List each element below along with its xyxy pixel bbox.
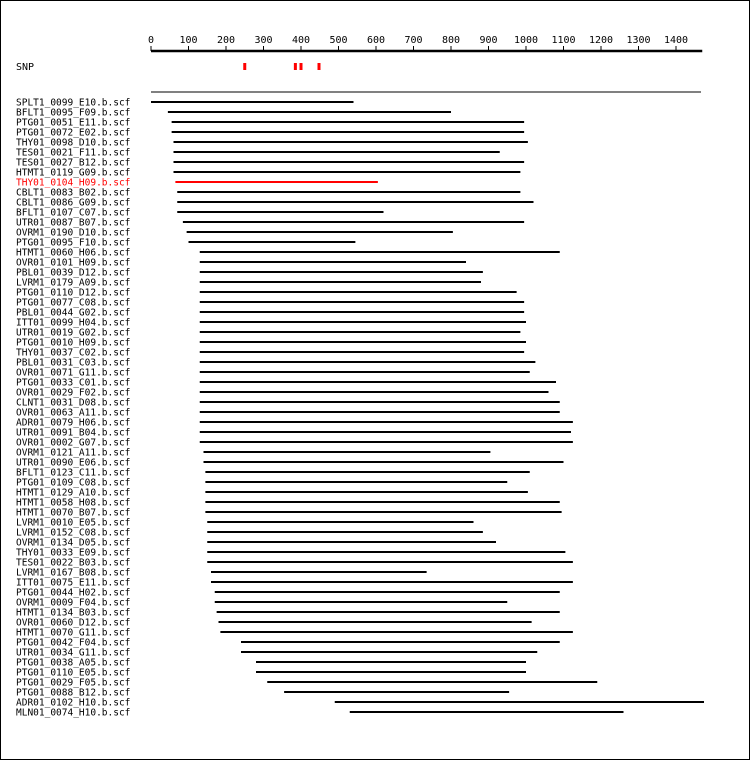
read-label: BFLT1_0095_F09.b.scf [16, 107, 131, 119]
snp-marker [300, 63, 303, 70]
read-label: ITT01_0075_E11.b.scf [16, 577, 131, 589]
read-label: OVR01_0101_H09.b.scf [16, 257, 131, 269]
read-label: PTG01_0044_H02.b.scf [16, 587, 131, 599]
read-label: HTMT1_0070_B07.b.scf [16, 507, 131, 519]
read-label: ADR01_0079_H06.b.scf [16, 417, 131, 429]
axis-tick-label: 700 [404, 35, 423, 46]
read-label: UTR01_0019_G02.b.scf [16, 327, 131, 339]
axis-tick-label: 500 [329, 35, 348, 46]
read-label: PTG01_0042_F04.b.scf [16, 637, 131, 649]
alignment-canvas [1, 1, 749, 759]
read-label: OVR01_0060_D12.b.scf [16, 617, 131, 629]
read-label: THY01_0104_H09.b.scf [16, 177, 131, 189]
read-label: HTMT1_0070_G11.b.scf [16, 627, 131, 639]
read-label: HTMT1_0119_G09.b.scf [16, 167, 131, 179]
read-label: CBLT1_0083_B02.b.scf [16, 187, 131, 199]
read-label: OVR01_0029_F02.b.scf [16, 387, 131, 399]
read-label: THY01_0033_E09.b.scf [16, 547, 131, 559]
read-label: CLNT1_0031_D08.b.scf [16, 397, 131, 409]
read-label: OVR01_0002_G07.b.scf [16, 437, 131, 449]
read-label: OVRM1_0190_D10.b.scf [16, 227, 131, 239]
read-row [16, 708, 624, 719]
read-label: UTR01_0091_B04.b.scf [16, 427, 131, 439]
read-label: CBLT1_0086_G09.b.scf [16, 197, 131, 209]
axis-tick-label: 1300 [626, 35, 651, 46]
read-label: PTG01_0077_C08.b.scf [16, 297, 131, 309]
read-label: PTG01_0010_H09.b.scf [16, 337, 131, 349]
read-label: UTR01_0090_E06.b.scf [16, 457, 131, 469]
axis-tick-label: 0 [147, 35, 155, 46]
snp-marker [294, 63, 297, 70]
read-label: MLN01_0074_H10.b.scf [16, 707, 131, 719]
snp-marker [243, 63, 246, 70]
axis-tick-label: 1000 [513, 35, 539, 46]
read-label: HTMT1_0129_A10.b.scf [16, 487, 131, 499]
read-label: PTG01_0051_E11.b.scf [16, 117, 131, 129]
axis-tick-label: 1400 [663, 35, 689, 46]
read-label: OVRM1_0009_F04.b.scf [16, 597, 131, 609]
read-label: PTG01_0038_A05.b.scf [16, 657, 131, 669]
read-label: HTMT1_0058_H08.b.scf [16, 497, 131, 509]
read-label: PTG01_0088_B12.b.scf [16, 687, 131, 699]
read-label: PBL01_0031_C03.b.scf [16, 357, 131, 369]
read-label: PBL01_0039_D12.b.scf [16, 267, 131, 279]
read-label: PBL01_0044_G02.b.scf [16, 307, 131, 319]
read-label: PTG01_0109_C08.b.scf [16, 477, 131, 489]
read-label: OVRM1_0121_A11.b.scf [16, 447, 131, 459]
axis-tick-label: 600 [366, 35, 386, 46]
read-label: PTG01_0110_E05.b.scf [16, 667, 131, 679]
read-list [16, 98, 704, 719]
read-label: THY01_0098_D10.b.scf [16, 137, 131, 149]
read-label: HTMT1_0134_B03.b.scf [16, 607, 131, 619]
read-label: UTR01_0034_G11.b.scf [16, 647, 131, 659]
snp-track-label: SNP [16, 62, 35, 73]
read-label: PTG01_0110_D12.b.scf [16, 287, 131, 299]
axis-tick-label: 400 [291, 35, 311, 46]
read-label: LVRM1_0010_E05.b.scf [16, 517, 131, 529]
snp-marker [318, 63, 321, 70]
read-label: PTG01_0095_F10.b.scf [16, 237, 131, 249]
read-label: UTR01_0087_B07.b.scf [16, 217, 131, 229]
read-label: OVR01_0071_G11.b.scf [16, 367, 131, 379]
read-label: PTG01_0029_F05.b.scf [16, 677, 131, 689]
read-label: PTG01_0072_E02.b.scf [16, 127, 131, 139]
read-label: TES01_0022_B03.b.scf [16, 557, 131, 569]
axis-tick-label: 800 [441, 35, 461, 46]
read-label: LVRM1_0167_B08.b.scf [16, 567, 131, 579]
read-label: SPLT1_0099_E10.b.scf [16, 97, 131, 109]
read-label: OVR01_0063_A11.b.scf [16, 407, 131, 419]
read-label: LVRM1_0179_A09.b.scf [16, 277, 131, 289]
position-axis [148, 35, 702, 51]
read-label: TES01_0021_F11.b.scf [16, 147, 131, 159]
read-label: LVRM1_0152_C08.b.scf [16, 527, 131, 539]
axis-tick-label: 100 [179, 35, 198, 46]
read-label: PTG01_0033_C01.b.scf [16, 377, 131, 389]
read-label: HTMT1_0060_H06.b.scf [16, 247, 131, 259]
read-label: BFLT1_0123_C11.b.scf [16, 467, 131, 479]
axis-tick-label: 900 [479, 35, 498, 46]
read-label: TES01_0027_B12.b.scf [16, 157, 131, 169]
axis-tick-label: 1200 [588, 35, 614, 46]
read-label: ITT01_0099_H04.b.scf [16, 317, 131, 329]
read-label: THY01_0037_C02.b.scf [16, 347, 131, 359]
axis-tick-label: 200 [216, 35, 236, 46]
read-label: OVRM1_0134_D05.b.scf [16, 537, 131, 549]
read-label: ADR01_0102_H10.b.scf [16, 697, 131, 709]
axis-tick-label: 1100 [551, 35, 576, 46]
axis-tick-label: 300 [254, 35, 273, 46]
snp-track [243, 63, 320, 70]
read-label: BFLT1_0107_C07.b.scf [16, 207, 131, 219]
